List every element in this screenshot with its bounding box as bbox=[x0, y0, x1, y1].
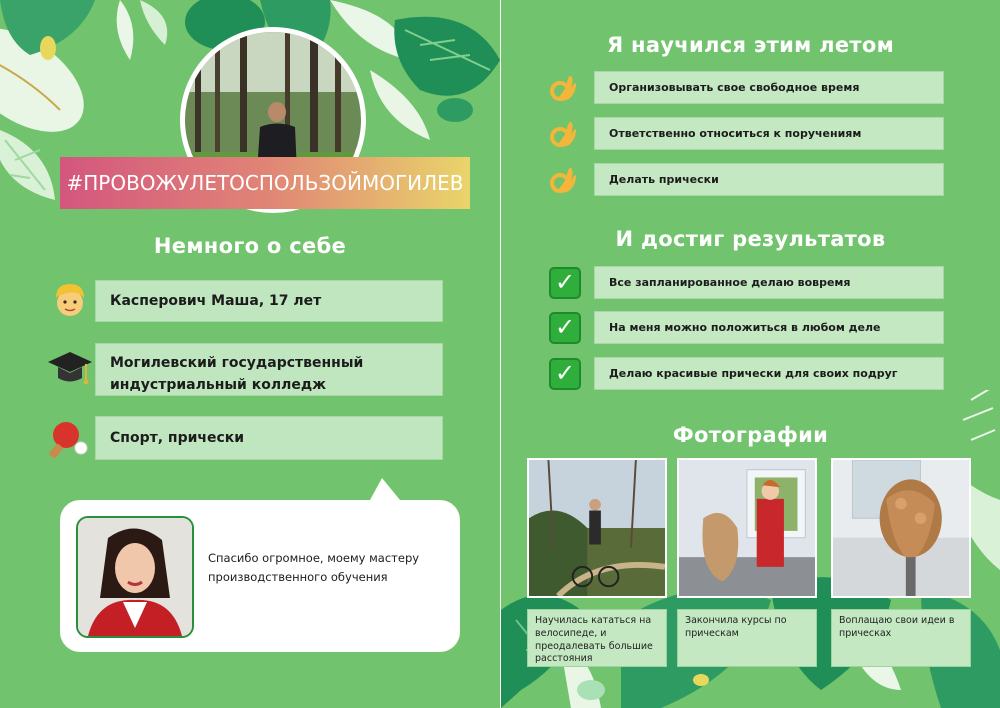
learned-item-1 bbox=[594, 71, 944, 104]
about-name-text: Касперович Маша, 17 лет bbox=[110, 293, 322, 309]
about-college-line-1: Могилевский государственный bbox=[110, 355, 364, 371]
about-hobby-box bbox=[95, 416, 443, 460]
result-item-2 bbox=[594, 311, 944, 344]
hashtag-text: #ПРОВОЖУЛЕТОСПОЛЬЗОЙМОГИЛЕВ bbox=[66, 171, 464, 195]
thanks-line-1: Спасибо огромное, моему мастеру bbox=[208, 551, 420, 565]
photos-title: Фотографии bbox=[672, 423, 829, 447]
about-hobby-text: Спорт, прически bbox=[110, 430, 245, 446]
photo-caption-2: Закончила курсы по прическам bbox=[677, 609, 817, 667]
photo-hairstyle bbox=[831, 458, 971, 598]
mentor-photo bbox=[76, 516, 194, 638]
photo-caption-3: Воплащаю свои идеи в прическах bbox=[831, 609, 971, 667]
results-title: И достиг результатов bbox=[615, 227, 886, 251]
ok-hand-icon bbox=[549, 165, 577, 195]
check-mark-icon: ✓ bbox=[549, 267, 581, 299]
photo-bicycle bbox=[527, 458, 667, 598]
right-page bbox=[501, 0, 1000, 708]
ok-hand-icon bbox=[549, 73, 577, 103]
check-mark-icon: ✓ bbox=[549, 312, 581, 344]
photo-caption-1: Научилась кататься на велосипеде, и преодалевать большие расстояния bbox=[527, 609, 667, 667]
about-name-box bbox=[95, 280, 443, 322]
thanks-line-2: производственного обучения bbox=[208, 570, 388, 584]
result-item-3-text: Делаю красивые прически для своих подруг bbox=[609, 367, 898, 380]
learned-item-3 bbox=[594, 163, 944, 196]
photo-hair-course bbox=[677, 458, 817, 598]
result-item-1 bbox=[594, 266, 944, 299]
learned-item-2 bbox=[594, 117, 944, 150]
thanks-text bbox=[208, 549, 419, 587]
boy-icon bbox=[52, 282, 88, 320]
result-item-2-text: На меня можно положиться в любом деле bbox=[609, 321, 881, 334]
ok-hand-icon bbox=[549, 119, 577, 149]
about-title: Немного о себе bbox=[153, 234, 347, 258]
check-mark-icon: ✓ bbox=[549, 358, 581, 390]
ping-pong-icon bbox=[48, 418, 90, 458]
result-item-3 bbox=[594, 357, 944, 390]
hashtag-banner bbox=[60, 157, 470, 209]
about-college-box bbox=[95, 343, 443, 396]
learned-title: Я научился этим летом bbox=[606, 33, 895, 57]
about-college-line-2: индустриальный колледж bbox=[110, 377, 327, 393]
learned-item-1-text: Организовывать свое свободное время bbox=[609, 81, 860, 94]
learned-item-3-text: Делать прически bbox=[609, 173, 719, 186]
graduation-cap-icon bbox=[48, 348, 92, 390]
result-item-1-text: Все запланированное делаю вовремя bbox=[609, 276, 851, 289]
learned-item-2-text: Ответственно относиться к поручениям bbox=[609, 127, 862, 140]
